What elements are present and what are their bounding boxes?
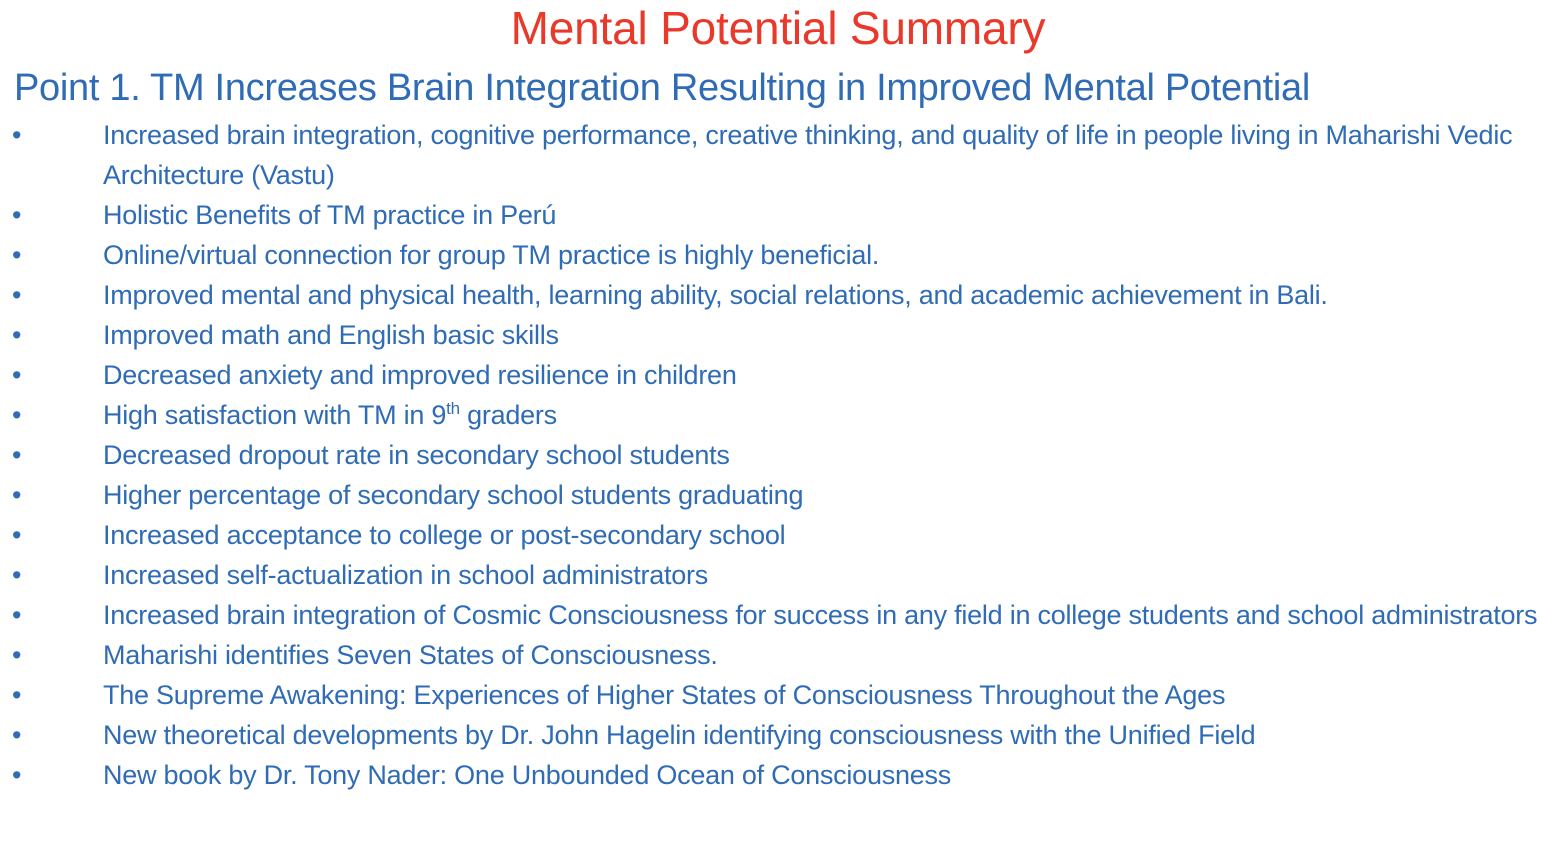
- bullet-text: Online/virtual connection for group TM practice is highly beneficial.: [103, 240, 880, 270]
- bullet-dot: •: [12, 480, 22, 510]
- bullet-dot: •: [12, 600, 22, 630]
- bullet-item: [0, 755, 1556, 795]
- bullet-item: [0, 515, 1556, 555]
- bullet-dot: •: [12, 320, 22, 350]
- bullet-dot: •: [12, 240, 22, 270]
- bullet-text: New book by Dr. Tony Nader: One Unbounded Ocean of Consciousness: [103, 760, 951, 790]
- bullet-dot: •: [12, 560, 22, 590]
- bullet-dot: •: [12, 120, 22, 150]
- bullet-item: [0, 595, 1556, 635]
- bullet-dot: •: [12, 720, 22, 750]
- bullet-item: [0, 315, 1556, 355]
- bullet-text: Increased self-actualization in school administrators: [103, 560, 709, 590]
- slide-title: Mental Potential Summary: [510, 2, 1046, 54]
- bullet-text: Decreased dropout rate in secondary school students: [103, 440, 730, 470]
- bullet-item: [0, 635, 1556, 675]
- bullet-text: Improved math and English basic skills: [103, 320, 559, 350]
- bullet-item: [0, 275, 1556, 315]
- bullet-item: [0, 355, 1556, 395]
- bullet-dot: •: [12, 520, 22, 550]
- bullet-dot: •: [12, 400, 22, 430]
- bullet-item: [0, 435, 1556, 475]
- bullet-text: Decreased anxiety and improved resilience in children: [103, 360, 737, 390]
- bullet-item: [0, 395, 1556, 435]
- bullet-item: [0, 235, 1556, 275]
- bullet-text: Increased brain integration of Cosmic Consciousness for success in any field in college students and school administrators: [103, 600, 1538, 630]
- bullet-dot: •: [12, 760, 22, 790]
- bullet-item: [0, 195, 1556, 235]
- bullet-text: New theoretical developments by Dr. John Hagelin identifying consciousness with the Unified Field: [103, 720, 1256, 750]
- bullet-text-main: High satisfaction with TM in 9: [103, 400, 447, 430]
- bullet-dot: •: [12, 440, 22, 470]
- bullet-item: [0, 475, 1556, 515]
- bullet-dot: •: [12, 640, 22, 670]
- bullet-dot: •: [12, 360, 22, 390]
- bullet-item: [0, 715, 1556, 755]
- bullet-text: The Supreme Awakening: Experiences of Higher States of Consciousness Throughout the Ages: [103, 680, 1226, 710]
- bullet-item: [0, 555, 1556, 595]
- slide-subtitle: Point 1. TM Increases Brain Integration Resulting in Improved Mental Potential: [14, 67, 1311, 109]
- bullet-item: [0, 675, 1556, 715]
- superscript-th: th: [446, 399, 460, 418]
- bullet-item: [0, 115, 1556, 195]
- bullet-text-end: graders: [459, 400, 557, 430]
- bullet-text: Improved mental and physical health, learning ability, social relations, and academic achievement in Bali.: [103, 280, 1328, 310]
- bullet-text: Higher percentage of secondary school students graduating: [103, 480, 804, 510]
- bullet-dot: •: [12, 280, 22, 310]
- bullet-text: [103, 395, 1542, 435]
- bullet-text: Increased acceptance to college or post-secondary school: [103, 520, 786, 550]
- bullet-text: Holistic Benefits of TM practice in Perú: [103, 200, 557, 230]
- bullet-dot: •: [12, 680, 22, 710]
- bullet-text: Maharishi identifies Seven States of Consciousness.: [103, 640, 718, 670]
- bullet-list: [0, 115, 1556, 795]
- bullet-dot: •: [12, 200, 22, 230]
- bullet-text: Increased brain integration, cognitive performance, creative thinking, and quality of life in people living in Maharishi Vedic Architecture (Vastu): [103, 120, 1513, 190]
